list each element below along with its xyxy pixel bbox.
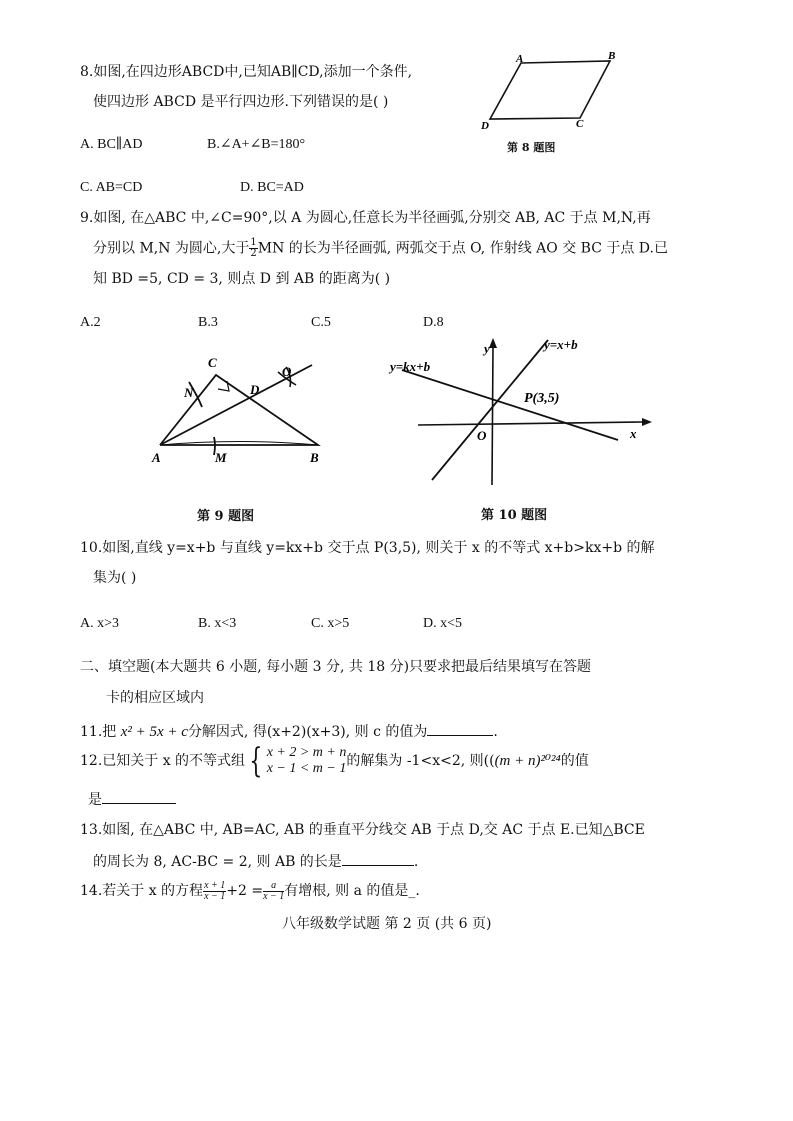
q14-pre: 14.若关于 x 的方程 [80,883,204,899]
q10-option-d: D. x<5 [423,616,463,631]
q8-label-a: A [516,53,524,65]
q14-fraction-2 [263,881,284,902]
q8-caption: 第 8 题图 [507,141,556,154]
q9-option-c: C.5 [311,315,331,330]
q9-line2 [93,238,668,259]
q12-pre: 12.已知关于 x 的不等式组 [80,753,246,769]
q13-answer-blank[interactable] [342,851,414,866]
q11-answer-blank[interactable] [427,721,493,736]
q8-option-b: B.∠A+∠B=180° [207,137,306,152]
q11 [80,721,498,742]
q14-f1-den: x − 1 [204,890,226,902]
q11-expr: x² + 5x + c [120,724,188,740]
q10-label-x: x [630,426,637,441]
q8-label-c: C [576,118,584,130]
q9-right-angle-mark [218,381,229,391]
q10-option-c: C. x>5 [311,616,350,631]
q10-x-axis-arrow [642,418,652,426]
q14-mid: +2 = [226,883,264,899]
q8-option-a: A. BC∥AD [80,137,143,152]
q9-line2-end: MN 的长为半径画弧, 两弧交于点 O, 作射线 AO 交 BC 于点 D.已 [257,240,668,257]
q9-label-m: M [215,450,227,465]
q11-pre: 11.把 [80,724,121,740]
q9-fraction-num: 1 [250,237,257,248]
q10-option-b: B. x<3 [198,616,237,631]
q12-system [267,745,347,777]
q9-line3: 知 BD =5, CD = 3, 则点 D 到 AB 的距离为( ) [93,271,391,287]
q10-line-x-plus-b [432,340,548,480]
q10-graph-figure [380,330,655,495]
page-footer: 八年级数学试题 第 2 页 (共 6 页) [282,916,492,932]
section2-heading: 二、填空题(本大题共 6 小题, 每小题 3 分, 共 18 分)只要求把最后结果填写在答题 [80,659,592,675]
q10-y-axis [492,346,493,485]
q9-option-a: A.2 [80,315,101,330]
q14-f1-num: x + 1 [204,879,226,891]
q14 [80,877,420,905]
q10-line1: 10.如图,直线 y=x+b 与直线 y=kx+b 交于点 P(3,5), 则关于 x 的不等式 x+b>kx+b 的解 [80,540,655,556]
q10-x-axis [418,422,642,425]
q9-label-a: A [152,450,161,465]
q11-end: . [493,724,498,740]
q13-line2 [93,851,418,872]
q9-fraction-den: 2 [250,248,257,259]
q10-caption: 第 10 题图 [481,508,548,523]
q14-post: 有增根, 则 a 的值是_. [284,883,420,899]
q9-caption: 第 9 题图 [197,509,255,524]
q14-f2-num: a [263,881,284,892]
q12-system-row1: x + 2 > m + n [266,745,347,760]
q12-expr: (m + n)²⁰²⁴ [494,753,561,769]
q9-option-d: D.8 [423,315,444,330]
q8-option-c: C. AB=CD [80,180,143,195]
q12-answer-blank[interactable] [102,789,176,804]
q10-label-y: y [484,341,490,356]
q10-label-p: P(3,5) [524,391,560,406]
q8-parallelogram [490,61,610,119]
q13-line2-text: 的周长为 8, AC-BC = 2, 则 AB 的长是 [93,854,342,870]
q10-line2: 集为( ) [93,570,137,586]
q9-triangle-figure [140,345,330,470]
q9-option-b: B.3 [198,315,218,330]
q12-mid: 的解集为 -1<x<2, 则(( [346,753,495,769]
q13-line1: 13.如图, 在△ABC 中, AB=AC, AB 的垂直平分线交 AB 于点 D,交 AC 于点 E.已知△BCE [80,822,645,838]
q12-line2 [88,789,176,810]
q9-label-c: C [208,355,217,370]
q9-label-o: O [282,364,292,379]
q8-option-d: D. BC=AD [240,180,304,195]
q9-line2-start: 分别以 M,N 为圆心,大于 [93,240,250,257]
q9-label-n: N [184,385,194,400]
q10-line-kx-plus-b [402,370,618,440]
q10-label-line1: y=x+b [544,337,578,352]
q12-line2-text: 是 [88,792,102,808]
q14-fraction-1 [203,881,226,902]
q9-fraction [249,238,257,259]
q13-end: . [413,854,419,870]
q8-label-b: B [608,50,616,62]
q14-f2-den: x − 1 [263,890,285,902]
q8-parallelogram-figure [470,42,630,142]
q9-label-d: D [250,382,260,397]
q11-post: 分解因式, 得(x+2)(x+3), 则 c 的值为 [187,724,428,740]
section2-heading-cont: 卡的相应区域内 [106,690,204,706]
q12 [80,741,589,781]
q9-label-b: B [310,450,319,465]
q8-line1: 8.如图,在四边形ABCD中,已知AB∥CD,添加一个条件, [80,64,413,80]
q10-label-line2: y=kx+b [390,359,431,374]
q9-line1: 9.如图, 在△ABC 中,∠C=90°,以 A 为圆心,任意长为半径画弧,分别交 AB, AC 于点 M,N,再 [80,210,651,226]
q12-system-row2: x − 1 < m − 1 [266,761,347,776]
q12-post: 的值 [560,753,589,769]
q10-option-a: A. x>3 [80,616,120,631]
q12-brace: { [249,741,263,781]
q8-label-d: D [481,120,489,132]
q10-y-axis-arrow [489,338,497,348]
q10-label-origin: O [477,428,487,443]
q8-line2: 使四边形 ABCD 是平行四边形.下列错误的是( ) [93,94,389,110]
